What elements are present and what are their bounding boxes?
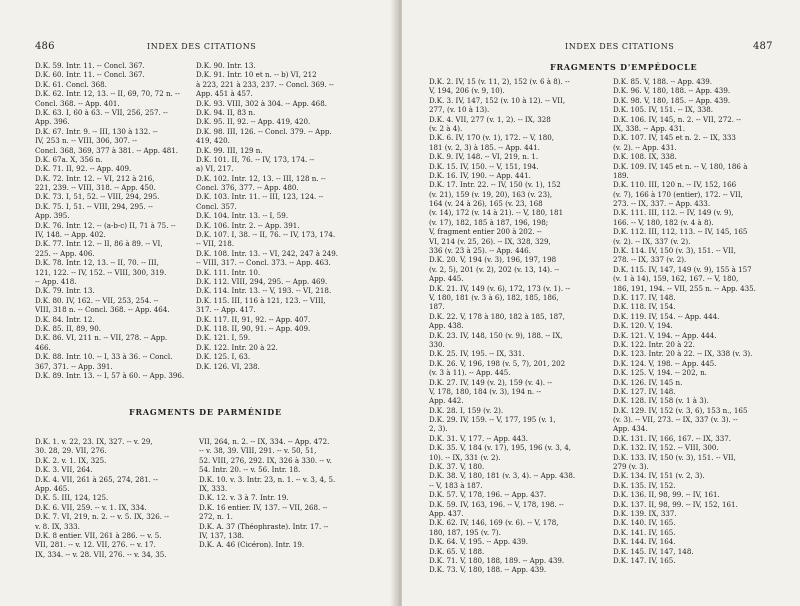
index-entry-line: D.K. 77. Intr. 12. -- II, 86 à 89. -- VI, xyxy=(35,239,163,249)
index-entry-line: D.K. 96. V, 180, 188. -- App. 439. xyxy=(613,86,731,96)
index-column xyxy=(613,77,789,565)
index-entry-line: 277, (v. 10 à 13). xyxy=(429,105,490,115)
index-entry-line: D.K. 90. Intr. 13. xyxy=(196,61,256,70)
index-entry-line: D.K. 31. V, 177. -- App. 443. xyxy=(429,433,529,443)
index-entry-line: D.K. 122. Intr. 20 à 22. xyxy=(613,339,695,349)
index-entry-line: D.K. 107. IV, 145 et n. 2. -- IX, 333 xyxy=(613,133,736,143)
index-entry-line: D.K. 20. V, 194 (v. 3), 196, 197, 198 xyxy=(429,255,557,265)
index-entry-line: (v. 21), 159 (v. 19, 20), 163 (v. 23), xyxy=(429,189,553,199)
index-entry-line: D.K. 73. I, 51, 52. -- VIII, 294, 295. xyxy=(35,192,160,202)
running-head: INDEX DES CITATIONS xyxy=(565,42,675,51)
index-entry-line: D.K. 6. VII, 259. -- v. 1. IX, 334. xyxy=(35,502,147,512)
index-entry-line: (v. 3 à 11). -- App. 445. xyxy=(429,368,511,378)
index-entry-line: D.K. 117. IV, 148. xyxy=(613,292,676,302)
index-entry-line: D.K. 93. VIII, 302 à 304. -- App. 468. xyxy=(196,98,327,108)
index-entry-line: D.K. 37. V, 180. xyxy=(429,462,485,472)
index-entry-line: 367, 371. -- App. 391. xyxy=(35,361,113,371)
index-entry-line: D.K. A. 37 (Théophraste). Intr. 17. -- xyxy=(199,521,329,531)
page-number: 487 xyxy=(753,41,773,52)
index-entry-line: D.K. 89. Intr. 13. -- I, 57 à 60. -- App. 396. xyxy=(35,370,185,380)
index-entry-line: D.K. 62. IV, 146, 169 (v. 6). -- V, 178, xyxy=(429,518,559,528)
index-entry-line: D.K. 85. V, 188. -- App. 439. xyxy=(613,77,713,86)
index-entry-line: D.K. 62. Intr. 12, 13. -- II, 69, 70, 72 n. -- xyxy=(35,89,180,99)
index-entry-line: D.K. 65. V, 188. xyxy=(429,546,485,556)
index-entry-line: D.K. 88. Intr. 10. -- I, 33 à 36. -- Concl. xyxy=(35,352,173,362)
index-entry-line: D.K. 21. IV, 149 (v. 6), 172, 173 (v. 1). -- xyxy=(429,283,571,293)
index-entry-line: 181 (v. 2, 3) à 185. -- App. 441. xyxy=(429,142,540,152)
index-entry-line: D.K. 122. Intr. 20 à 22. xyxy=(196,342,278,352)
index-entry-line: D.K. 95. II, 92. -- App. 419, 420. xyxy=(196,117,311,127)
index-entry-line: D.K. 71. V, 180, 188, 189. -- App. 439. xyxy=(429,555,565,565)
index-entry-line: D.K. 145. IV, 147, 148. xyxy=(613,546,694,556)
index-entry-line: D.K. 118. II, 90, 91. -- App. 409. xyxy=(196,323,311,333)
index-entry-line: App. 434. xyxy=(613,424,648,434)
index-entry-line: D.K. 63. I, 60 à 63. -- VII, 256, 257. -- xyxy=(35,107,168,117)
index-entry-line: (v. 2). -- IX, 337 (v. 2). xyxy=(613,236,691,246)
index-entry-line: D.K. 86. VI, 211 n. -- VII, 278. -- App. xyxy=(35,333,168,343)
index-entry-line: -- V, 183 à 187. xyxy=(429,480,483,490)
index-entry-line: (v. 1 à 14), 159, 162, 167. -- V, 180, xyxy=(613,274,739,284)
index-entry-line: D.K. 135. IV, 152. xyxy=(613,480,676,490)
running-head: INDEX DES CITATIONS xyxy=(147,42,257,51)
index-column xyxy=(196,61,374,371)
index-entry-line: D.K. 7. VI, 219, n. 2. -- v. 5. IX, 326. -- xyxy=(35,512,170,522)
index-entry-line: D.K. 4. VII, 277 (v. 1, 2). -- IX, 328 xyxy=(429,114,551,124)
index-entry-line: 189. xyxy=(613,170,629,180)
page-number: 486 xyxy=(35,41,55,52)
index-entry-line: VIII, 318 n. -- Concl. 368. -- App. 464. xyxy=(35,305,170,315)
index-entry-line: D.K. 133. IV, 150 (v. 3), 151. -- VII, xyxy=(613,452,736,462)
index-entry-line: (v. 17), 182, 185 à 187, 196, 198; xyxy=(429,217,549,227)
index-entry-line: D.K. 120. V, 194. xyxy=(613,321,673,331)
index-entry-line: 52. VIII, 276, 292. IX, 326 à 330. -- v. xyxy=(199,455,332,465)
index-entry-line: D.K. 3. VII, 264. xyxy=(35,465,93,475)
index-entry-line: D.K. 108. Intr. 13. -- VI, 242, 247 à 249. xyxy=(196,248,339,258)
index-entry-line: App. 437. xyxy=(429,508,464,518)
index-entry-line: D.K. 27. IV, 149 (v. 2), 159 (v. 4). -- xyxy=(429,377,553,387)
index-entry-line: D.K. 78. Intr. 12, 13. -- II, 70. -- III, xyxy=(35,258,159,268)
index-entry-line: D.K. 8 entier. VII, 261 à 286. -- v. 5. xyxy=(35,530,162,540)
index-entry-line: D.K. 126. IV, 145 n. xyxy=(613,377,683,387)
index-entry-line: D.K. 59. Intr. 11. -- Concl. 367. xyxy=(35,61,145,70)
index-entry-line: D.K. 144. IV, 164. xyxy=(613,537,676,547)
index-entry-line: D.K. 136. II, 98, 99. -- IV, 161. xyxy=(613,490,720,500)
index-entry-line: D.K. 61. Concl. 368. xyxy=(35,79,107,89)
index-entry-line: D.K. 79. Intr. 13. xyxy=(35,286,95,296)
index-entry-line: D.K. 23. IV, 148, 150 (v. 9), 188. -- IX, xyxy=(429,330,563,340)
index-entry-line: 466. xyxy=(35,342,51,352)
index-entry-line: App. 395. xyxy=(35,211,70,221)
index-entry-line: D.K. 26. V, 196, 198 (v. 5, 7), 201, 202 xyxy=(429,358,566,368)
index-entry-line: D.K. 111. III, 112. -- IV, 149 (v. 9), xyxy=(613,208,734,218)
index-column xyxy=(35,61,193,380)
index-entry-line: D.K. 4. VII, 261 à 265, 274, 281. -- xyxy=(35,474,158,484)
index-entry-line: D.K. 111. Intr. 10. xyxy=(196,267,261,277)
index-entry-line: D.K. 25. IV, 195. -- IX, 331. xyxy=(429,349,525,359)
index-entry-line: D.K. 137. II, 98, 99. -- IV, 152, 161. xyxy=(613,499,738,509)
index-entry-line: IV, 148. -- App. 402. xyxy=(35,230,106,240)
index-entry-line: (v. 2 à 4). xyxy=(429,123,463,133)
index-entry-line: V, 180, 181 (v. 3 à 6), 182, 185, 186, xyxy=(429,292,559,302)
index-column xyxy=(35,437,195,559)
index-entry-line: 166. -- V, 180, 182 (v. 4 à 8). xyxy=(613,217,714,227)
index-entry-line: V, fragment entier 200 à 202. -- xyxy=(429,227,542,237)
left-page xyxy=(0,0,398,606)
index-entry-line: -- VIII, 317. -- Concl. 373. -- App. 463. xyxy=(196,258,331,268)
index-entry-line: 186, 191, 194. -- VII, 255 n. -- App. 435. xyxy=(613,283,756,293)
index-entry-line: D.K. 67. Intr. 9. -- III, 130 à 132. -- xyxy=(35,126,158,136)
index-entry-line: D.K. 115. III, 116 à 121, 123. -- VIII, xyxy=(196,295,326,305)
index-entry-line: D.K. 140. IV, 165. xyxy=(613,518,676,528)
index-entry-line: D.K. 15. IV, 150. -- V, 151, 194. xyxy=(429,161,539,171)
index-entry-line: 30. 28, 29. VII, 276. xyxy=(35,446,107,456)
section-title: FRAGMENTS D'EMPÉDOCLE xyxy=(550,62,698,72)
index-column xyxy=(429,77,614,575)
index-entry-line: D.K. 57. V, 178, 196. -- App. 437. xyxy=(429,490,547,500)
index-entry-line: App. 438. xyxy=(429,321,464,331)
index-entry-line: 336 (v. 23 à 25). -- App. 446. xyxy=(429,246,531,256)
index-entry-line: D.K. 1. v. 22, 23. IX, 327. -- v. 29, xyxy=(35,437,153,446)
index-entry-line: D.K. 5. III, 124, 125. xyxy=(35,493,109,503)
index-entry-line: D.K. 16. IV, 190. -- App. 441. xyxy=(429,170,531,180)
index-entry-line: App. 396. xyxy=(35,117,70,127)
section-title: FRAGMENTS DE PARMÉNIDE xyxy=(129,407,282,417)
index-entry-line: (v. 14), 172 (v. 14 à 21). -- V, 180, 181 xyxy=(429,208,564,218)
index-entry-line: D.K. 16 entier. IV, 137. -- VII, 268. -- xyxy=(199,502,328,512)
index-entry-line: 272, n. 1. xyxy=(199,512,233,522)
index-entry-line: D.K. 127. IV, 148. xyxy=(613,386,676,396)
index-entry-line: D.K. 67a. X, 356 n. xyxy=(35,154,103,164)
index-entry-line: v. 8. IX, 333. xyxy=(35,521,80,531)
index-entry-line: V, 194, 206 (v. 9, 10). xyxy=(429,86,505,96)
index-entry-line: Concl. 368. -- App. 401. xyxy=(35,98,120,108)
index-entry-line: D.K. 132. IV, 152. -- VIII, 300. xyxy=(613,443,719,453)
index-entry-line: IV, 253 n. -- VIII, 306, 307. -- xyxy=(35,136,138,146)
index-entry-line: D.K. 147. IV, 165. xyxy=(613,555,676,565)
index-entry-line: D.K. 123. Intr. 20 à 22. -- IX, 338 (v. 3). xyxy=(613,349,753,359)
index-entry-line: 2, 3). xyxy=(429,424,448,434)
index-entry-line: IX, 334. -- v. 28. VII, 276. -- v. 34, 35. xyxy=(35,549,167,559)
index-entry-line: D.K. 72. Intr. 12. -- VI, 212 à 216, xyxy=(35,173,155,183)
index-entry-line: D.K. 60. Intr. 11. -- Concl. 367. xyxy=(35,70,145,80)
index-entry-line: à 223, 221 à 233, 237. -- Concl. 369. -- xyxy=(196,79,334,89)
index-entry-line: App. 465. xyxy=(35,483,70,493)
left-page-header xyxy=(0,41,398,55)
index-entry-line: D.K. 98. III, 126. -- Concl. 379. -- App. xyxy=(196,126,332,136)
index-entry-line: D.K. 101. II, 76. -- IV, 173, 174. -- xyxy=(196,154,315,164)
index-entry-line: D.K. 75. I, 51. -- VIII, 294, 295. -- xyxy=(35,201,153,211)
index-entry-line: D.K. 121. V, 194. -- App. 444. xyxy=(613,330,717,340)
index-entry-line: 419, 420. xyxy=(196,136,230,146)
index-entry-line: D.K. 131. IV, 166, 167. -- IX, 337. xyxy=(613,433,732,443)
index-entry-line: D.K. 134. IV, 151 (v. 2, 3). xyxy=(613,471,705,481)
index-entry-line: D.K. 141. IV, 165. xyxy=(613,527,676,537)
index-entry-line: D.K. 22. V, 178 à 180, 182 à 185, 187, xyxy=(429,311,565,321)
index-entry-line: Concl. 357. xyxy=(196,201,237,211)
index-entry-line: a) VI, 217. xyxy=(196,164,234,174)
index-entry-line: App. 442. xyxy=(429,396,464,406)
right-page xyxy=(402,0,800,606)
index-entry-line: D.K. 109. IV, 145 et n. -- V, 180, 186 à xyxy=(613,161,748,171)
index-entry-line: D.K. 139. IX, 337. xyxy=(613,508,677,518)
index-entry-line: D.K. 114. Intr. 13. -- V, 193. -- VI, 218. xyxy=(196,286,332,296)
index-entry-line: D.K. 12. v. 3 à 7. Intr. 19. xyxy=(199,493,289,503)
index-entry-line: (v. 2). -- App. 431. xyxy=(613,142,677,152)
index-entry-line: D.K. 71. II, 92. -- App. 409. xyxy=(35,164,132,174)
index-entry-line: D.K. 106. Intr. 2. -- App. 391. xyxy=(196,220,300,230)
index-entry-line: D.K. 103. Intr. 11. -- III, 123, 124. -- xyxy=(196,192,324,202)
index-entry-line: D.K. 118. IV, 154. xyxy=(613,302,676,312)
index-entry-line: Concl. 368, 369, 377 à 381. -- App. 481. xyxy=(35,145,179,155)
index-entry-line: 225. -- App. 406. xyxy=(35,248,95,258)
index-entry-line: D.K. 121. I, 59. xyxy=(196,333,251,343)
index-entry-line: D.K. 2. v. 1. IX, 325. xyxy=(35,455,107,465)
index-entry-line: 10). -- IX, 331 (v. 2). xyxy=(429,452,501,462)
index-entry-line: (v. 2, 5), 201 (v. 2), 202 (v. 13, 14). -- xyxy=(429,264,560,274)
index-entry-line: D.K. 98. V, 180, 185. -- App. 439. xyxy=(613,95,731,105)
index-entry-line: D.K. 112. VIII, 294, 295. -- App. 469. xyxy=(196,276,328,286)
index-entry-line: D.K. 99. III, 129 n. xyxy=(196,145,263,155)
index-entry-line: 317. -- App. 417. xyxy=(196,305,256,315)
index-entry-line: D.K. 10. v. 3. Intr. 23, n. 1. -- v. 3, 4, 5. xyxy=(199,474,336,484)
index-entry-line: D.K. 108. IX, 338. xyxy=(613,152,677,162)
index-entry-line: D.K. 117. II, 91, 92. -- App. 407. xyxy=(196,314,311,324)
index-entry-line: -- v. 38, 39. VIII, 291. -- v. 50, 51, xyxy=(199,446,317,456)
index-entry-line: D.K. 125. I, 63. xyxy=(196,352,251,362)
index-entry-line: D.K. 35. V, 184 (v. 17), 195, 196 (v. 3, 4, xyxy=(429,443,572,453)
index-entry-line: 221, 239. -- VIII, 318. -- App. 450. xyxy=(35,183,156,193)
index-entry-line: D.K. 106. IV, 145, n. 2. -- VII, 272. -- xyxy=(613,114,742,124)
index-entry-line: D.K. 6. IV, 170 (v. 1), 172. -- V, 180, xyxy=(429,133,555,143)
index-entry-line: IV, 137, 138. xyxy=(199,530,245,540)
index-entry-line: D.K. 28. I, 159 (v. 2). xyxy=(429,405,504,415)
index-entry-line: D.K. 110. III, 120 n. -- IV, 152, 166 xyxy=(613,180,737,190)
index-entry-line: D.K. 84. Intr. 12. xyxy=(35,314,95,324)
index-entry-line: D.K. 64. V, 195. -- App. 439. xyxy=(429,537,529,547)
index-entry-line: D.K. 17. Intr. 22. -- IV, 150 (v. 1), 152 xyxy=(429,180,561,190)
index-entry-line: 121, 122. -- IV, 152. -- VIII, 300, 319. xyxy=(35,267,167,277)
index-entry-line: D.K. 73. V, 180, 188. -- App. 439. xyxy=(429,565,547,575)
index-entry-line: D.K. 104. Intr. 13. -- I, 59. xyxy=(196,211,289,221)
index-entry-line: VII, 264, n. 2. -- IX, 334. -- App. 472. xyxy=(199,437,330,446)
index-entry-line: D.K. A. 46 (Cicéron). Intr. 19. xyxy=(199,540,305,550)
index-entry-line: (v. 7), 166 à 170 (entier), 172. -- VII, xyxy=(613,189,743,199)
index-entry-line: 54. Intr. 20. -- v. 56. Intr. 18. xyxy=(199,465,301,475)
index-entry-line: D.K. 91. Intr. 10 et n. -- b) VI, 212 xyxy=(196,70,317,80)
index-entry-line: D.K. 102. Intr. 12, 13. -- III, 128 n. -- xyxy=(196,173,326,183)
index-entry-line: D.K. 9. IV, 148. -- VI, 219, n. 1. xyxy=(429,152,539,162)
index-entry-line: D.K. 114. IV, 150 (v. 3), 151. -- VII, xyxy=(613,246,736,256)
index-entry-line: IX, 333. xyxy=(199,483,228,493)
index-entry-line: 273. -- IX, 337. -- App. 433. xyxy=(613,199,711,209)
index-entry-line: App. 445. xyxy=(429,274,464,284)
index-entry-line: D.K. 59. IV, 163, 196. -- V, 178, 198. -- xyxy=(429,499,564,509)
index-entry-line: 187. xyxy=(429,302,445,312)
index-entry-line: D.K. 124. V, 198. -- App. 445. xyxy=(613,358,717,368)
index-column xyxy=(199,437,377,550)
index-entry-line: D.K. 94. II, 83 n. xyxy=(196,107,256,117)
index-entry-line: D.K. 125. V, 194. -- 202, n. xyxy=(613,368,707,378)
index-entry-line: D.K. 126. VI, 238. xyxy=(196,361,260,371)
index-entry-line: App. 451 à 457. xyxy=(196,89,253,99)
index-entry-line: D.K. 2. IV, 15 (v. 11, 2), 152 (v. 6 à 8). -- xyxy=(429,77,570,86)
right-page-header xyxy=(402,41,800,55)
index-entry-line: D.K. 112. III, 112, 113. -- IV, 145, 165 xyxy=(613,227,748,237)
index-entry-line: D.K. 105. IV, 151. -- IX, 338. xyxy=(613,105,713,115)
index-entry-line: D.K. 107. I, 38. -- II, 76. -- IV, 173, 174. xyxy=(196,230,336,240)
index-entry-line: D.K. 3. IV, 147, 152 (v. 10 à 12). -- VII, xyxy=(429,95,566,105)
index-entry-line: 279 (v. 3). xyxy=(613,462,649,472)
index-entry-line: 278. -- IX, 337 (v. 2). xyxy=(613,255,687,265)
index-entry-line: IX, 338. -- App. 431. xyxy=(613,123,685,133)
index-entry-line: D.K. 29. IV, 159. -- V, 177, 195 (v. 1, xyxy=(429,415,556,425)
index-entry-line: D.K. 119. IV, 154. -- App. 444. xyxy=(613,311,720,321)
index-entry-line: D.K. 129. IV, 152 (v. 3, 6), 153 n., 165 xyxy=(613,405,748,415)
index-entry-line: D.K. 85. II, 89, 90. xyxy=(35,323,101,333)
index-entry-line: D.K. 76. Intr. 12. -- (a-b-c) II, 71 à 75. -- xyxy=(35,220,176,230)
index-entry-line: -- App. 418. xyxy=(35,276,77,286)
index-entry-line: VI, 214 (v. 25, 26). -- IX, 328, 329, xyxy=(429,236,551,246)
index-entry-line: D.K. 80. IV, 162. -- VII, 253, 254. -- xyxy=(35,295,159,305)
index-entry-line: D.K. 38. V, 180, 181 (v. 3, 4). -- App. 438. xyxy=(429,471,576,481)
index-entry-line: 330. xyxy=(429,339,445,349)
index-entry-line: D.K. 115. IV, 147, 149 (v. 9), 155 à 157 xyxy=(613,264,752,274)
index-entry-line: -- VII, 218. xyxy=(196,239,235,249)
index-entry-line: 164 (v. 24 à 26), 165 (v. 23, 168 xyxy=(429,199,543,209)
index-entry-line: VII, 281. -- v. 12. VII, 276. -- v. 17. xyxy=(35,540,156,550)
index-entry-line: 180, 187, 195 (v. 7). xyxy=(429,527,501,537)
index-entry-line: D.K. 128. IV, 158 (v. 1 à 3). xyxy=(613,396,709,406)
index-entry-line: (v. 3). -- VII, 273. -- IX, 337 (v. 3). -- xyxy=(613,415,738,425)
index-entry-line: Concl. 376, 377. -- App. 480. xyxy=(196,183,299,193)
index-entry-line: V, 178, 180, 184 (v. 3), 194 n. -- xyxy=(429,386,542,396)
